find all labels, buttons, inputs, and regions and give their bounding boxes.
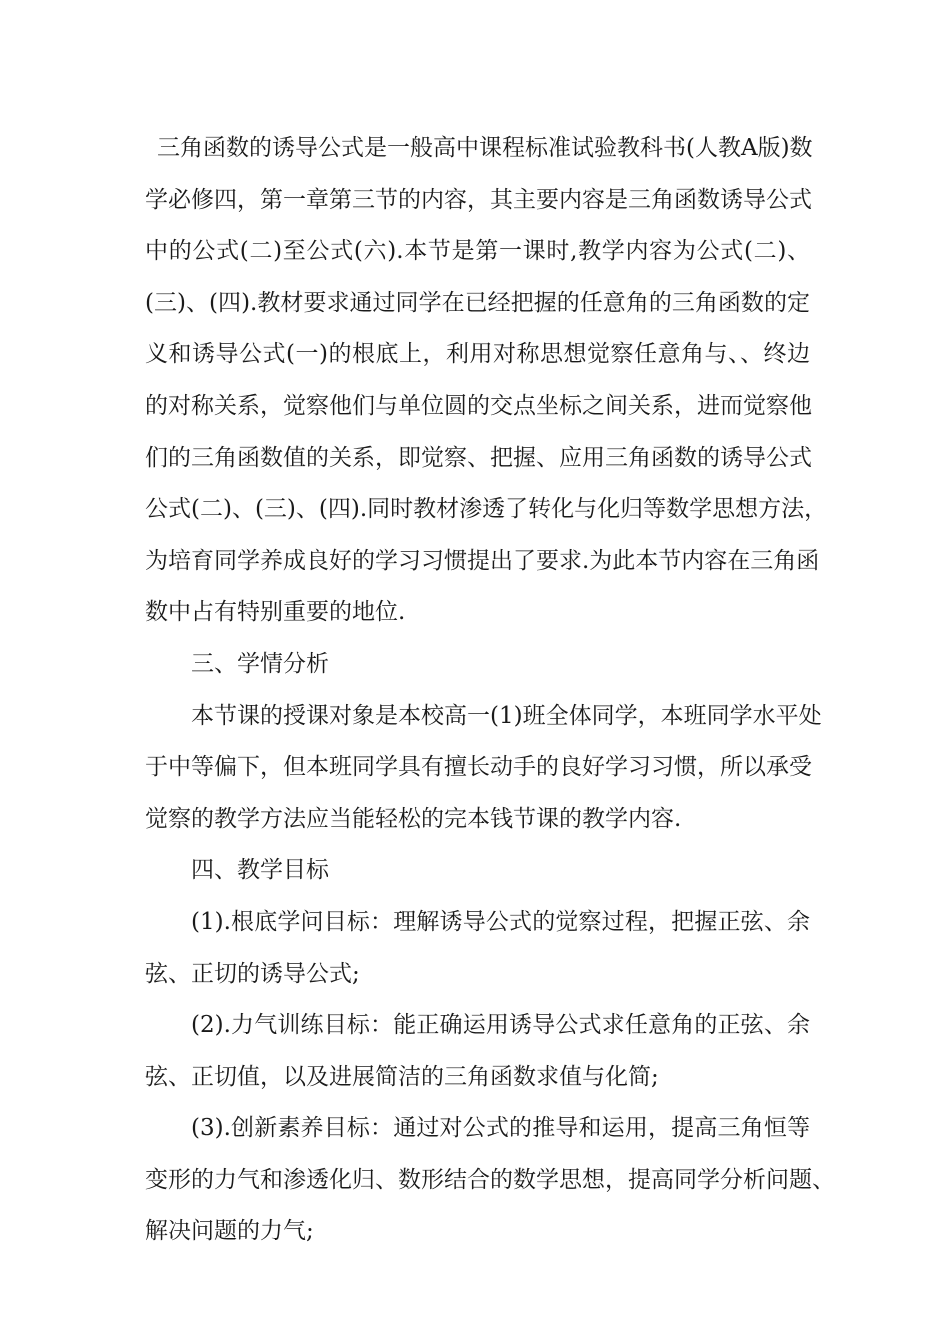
goal-2-line-1: (2).力气训练目标：能正确运用诱导公式求任意角的正弦、余 [191,1012,810,1039]
document-body [145,128,835,1263]
goal-2-line-2: 弦、正切值，以及进展简洁的三角函数求值与化简; [145,1063,659,1090]
intro-line-5: 义和诱导公式(一)的根底上，利用对称思想觉察任意角与、、终边 [145,341,810,368]
section-heading-learner-analysis: 三、学情分析 [191,650,329,677]
intro-line-2: 学必修四，第一章第三节的内容，其主要内容是三角函数诱导公式 [145,186,812,213]
intro-line-3: 中的公式(二)至公式(六).本节是第一课时,教学内容为公式(二)、 [145,238,810,265]
goal-1-line-2: 弦、正切的诱导公式; [145,960,360,987]
learner-analysis-line-1: 本节课的授课对象是本校高一(1)班全体同学，本班同学水平处 [191,702,822,729]
intro-line-7: 们的三角函数值的关系，即觉察、把握、应用三角函数的诱导公式 [145,444,812,471]
goal-3-line-3: 解决问题的力气; [145,1218,314,1245]
goal-1-line-1: (1).根底学问目标：理解诱导公式的觉察过程，把握正弦、余 [191,908,810,935]
intro-line-8: 公式(二)、(三)、(四).同时教材渗透了转化与化归等数学思想方法， [145,496,828,523]
intro-line-1: 三角函数的诱导公式是一般高中课程标准试验教科书(人教A版)数 [157,135,813,161]
goal-3-line-1: (3).创新素养目标：通过对公式的推导和运用，提高三角恒等 [191,1115,810,1142]
goal-3-line-2: 变形的力气和渗透化归、数形结合的数学思想，提高同学分析问题、 [145,1166,835,1193]
learner-analysis-line-2: 于中等偏下，但本班同学具有擅长动手的良好学习习惯，所以承受 [145,754,812,781]
intro-line-10: 数中占有特别重要的地位. [145,599,406,626]
intro-line-4: (三)、(四).教材要求通过同学在已经把握的任意角的三角函数的定 [145,289,810,316]
learner-analysis-line-3: 觉察的教学方法应当能轻松的完本钱节课的教学内容. [145,805,682,832]
section-heading-teaching-goals: 四、教学目标 [191,857,329,884]
intro-line-9: 为培育同学养成良好的学习习惯提出了要求.为此本节内容在三角函 [145,547,820,574]
intro-line-6: 的对称关系，觉察他们与单位圆的交点坐标之间关系，进而觉察他 [145,392,812,419]
